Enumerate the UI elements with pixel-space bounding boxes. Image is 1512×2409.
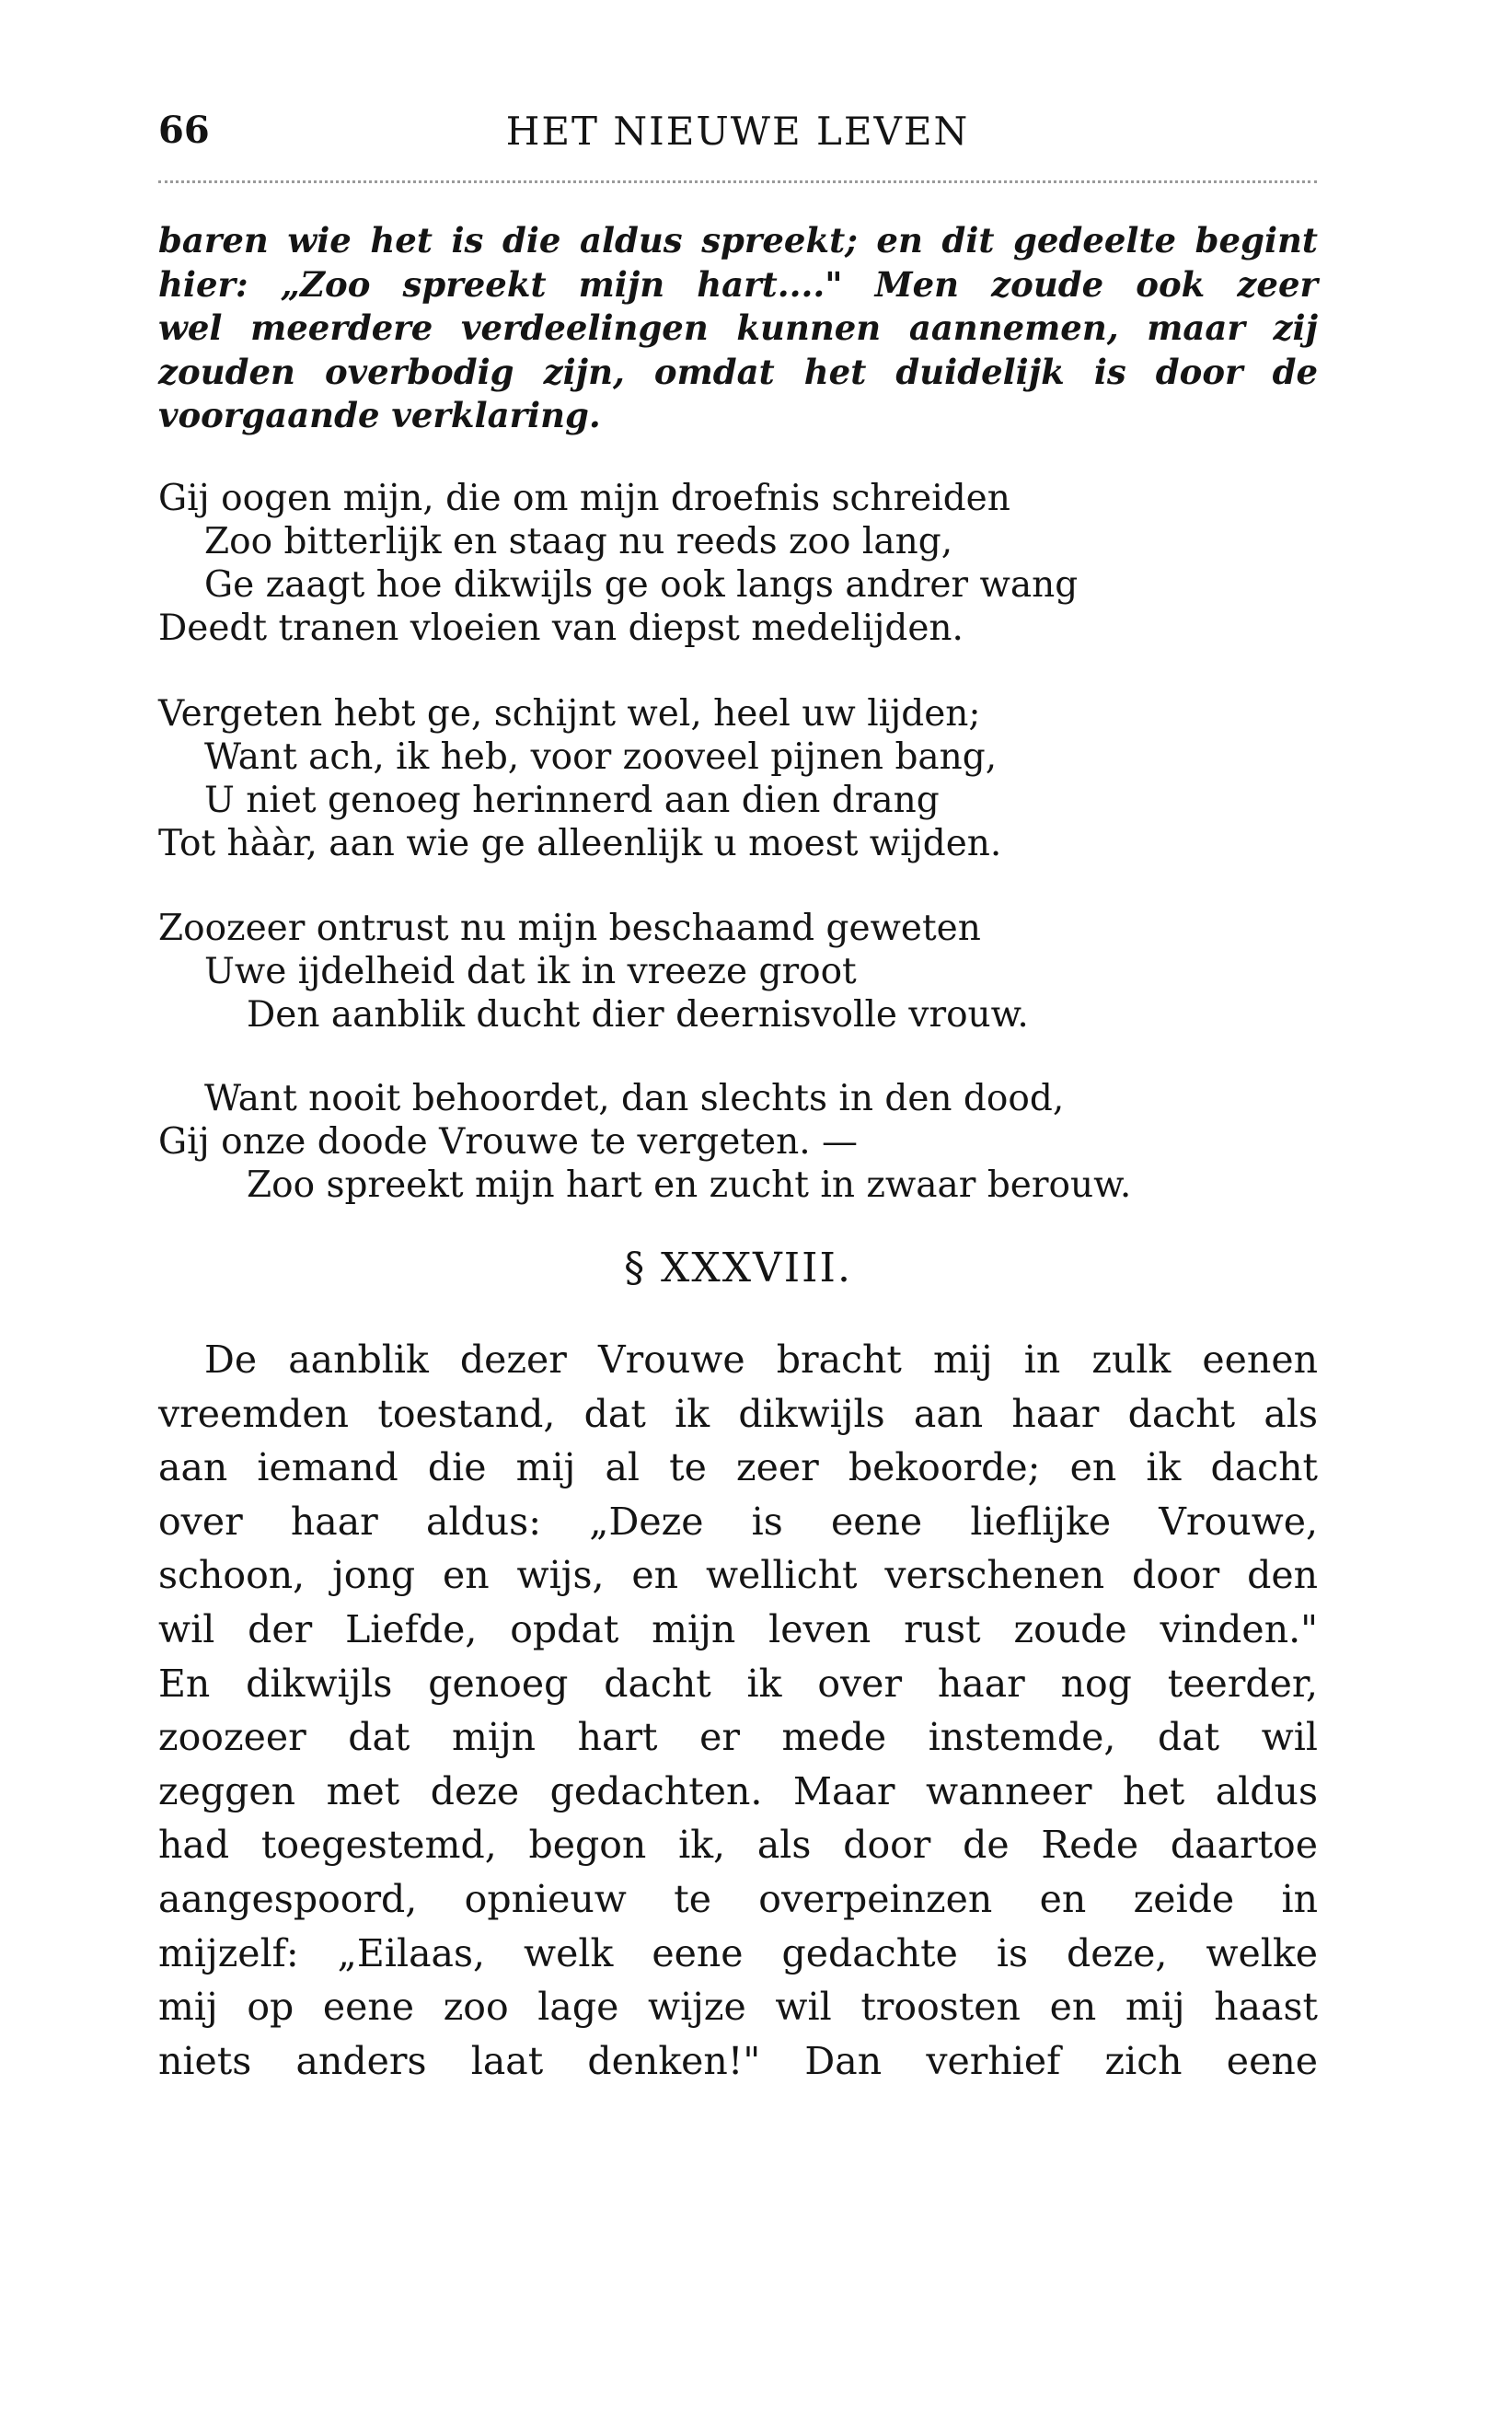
section-heading: § XXXVIII.	[624, 1245, 852, 1291]
poem-line: Want ach, ik heb, voor zooveel pijnen bang,	[204, 736, 998, 778]
poem-line: Ge zaagt hoe dikwijls ge ook langs andrer wang	[204, 564, 1079, 606]
prose-paragraph	[158, 1333, 1318, 2088]
poem-line: Den aanblik ducht dier deernisvolle vrouw.	[247, 994, 1029, 1036]
prose-line: niets anders laat denken!" Dan verhief zich eene	[158, 2038, 1318, 2083]
prose-line: aangespoord, opnieuw te overpeinzen en zeide in	[158, 1876, 1318, 1921]
poem-line: Want nooit behoordet, dan slechts in den dood,	[204, 1078, 1065, 1119]
prose-line: wil der Liefde, opdat mijn leven rust zoude vinden."	[158, 1606, 1318, 1651]
poem-line: Vergeten hebt ge, schijnt wel, heel uw lijden;	[158, 693, 981, 735]
header-rule	[158, 180, 1317, 183]
prose-line: over haar aldus: „Deze is eene lieflijke Vrouwe,	[158, 1499, 1318, 1544]
prose-line: mijzelf: „Eilaas, welk eene gedachte is deze, welke	[158, 1930, 1318, 1975]
prose-line: vreemden toestand, dat ik dikwijls aan haar dacht als	[158, 1391, 1318, 1436]
poem-line: Zoo spreekt mijn hart en zucht in zwaar berouw.	[247, 1164, 1132, 1206]
page-header	[158, 109, 1317, 182]
poem-line: Zoo bitterlijk en staag nu reeds zoo lang,	[204, 521, 953, 562]
commentary-italic	[158, 219, 1318, 438]
poem-stanza-1	[158, 477, 1318, 650]
italic-line: baren wie het is die aldus spreekt; en dit gedeelte begint	[158, 220, 1318, 261]
poem-line: Zoozeer ontrust nu mijn beschaamd geweten	[158, 908, 981, 949]
italic-line: voorgaande verklaring.	[158, 395, 601, 435]
italic-line: zouden overbodig zijn, omdat het duidelijk is door de	[158, 351, 1318, 392]
running-head: HET NIEUWE LEVEN	[505, 109, 970, 154]
poem-line: Gij oogen mijn, die om mijn droefnis schreiden	[158, 478, 1010, 519]
prose-line: En dikwijls genoeg dacht ik over haar nog teerder,	[158, 1661, 1318, 1706]
page-number: 66	[158, 109, 210, 152]
prose-line: zeggen met deze gedachten. Maar wanneer het aldus	[158, 1768, 1318, 1813]
italic-line: hier: „Zoo spreekt mijn hart...." Men zoude ook zeer	[158, 263, 1318, 305]
prose-line: zoozeer dat mijn hart er mede instemde, dat wil	[158, 1715, 1318, 1760]
poem-line: Tot hààr, aan wie ge alleenlijk u moest wijden.	[158, 823, 1002, 864]
poem-stanza-4	[158, 1077, 1318, 1207]
poem-line: Uwe ijdelheid dat ik in vreeze groot	[204, 951, 857, 992]
poem-line: Deedt tranen vloeien van diepst medelijden.	[158, 608, 964, 649]
poem-stanza-3	[158, 907, 1318, 1037]
prose-line: mij op eene zoo lage wijze wil troosten en mij haast	[158, 1985, 1318, 2030]
prose-line: had toegestemd, begon ik, als door de Rede daartoe	[158, 1823, 1318, 1868]
prose-line: aan iemand die mij al te zeer bekoorde; en ik dacht	[158, 1445, 1318, 1490]
prose-line: De aanblik dezer Vrouwe bracht mij in zulk eenen	[204, 1338, 1318, 1382]
prose-line: schoon, jong en wijs, en wellicht verschenen door den	[158, 1553, 1318, 1598]
italic-line: wel meerdere verdeelingen kunnen aannemen, maar zij	[158, 307, 1318, 348]
poem-stanza-2	[158, 692, 1318, 865]
poem-line: U niet genoeg herinnerd aan dien drang	[204, 780, 940, 821]
poem-line: Gij onze doode Vrouwe te vergeten. —	[158, 1121, 858, 1163]
